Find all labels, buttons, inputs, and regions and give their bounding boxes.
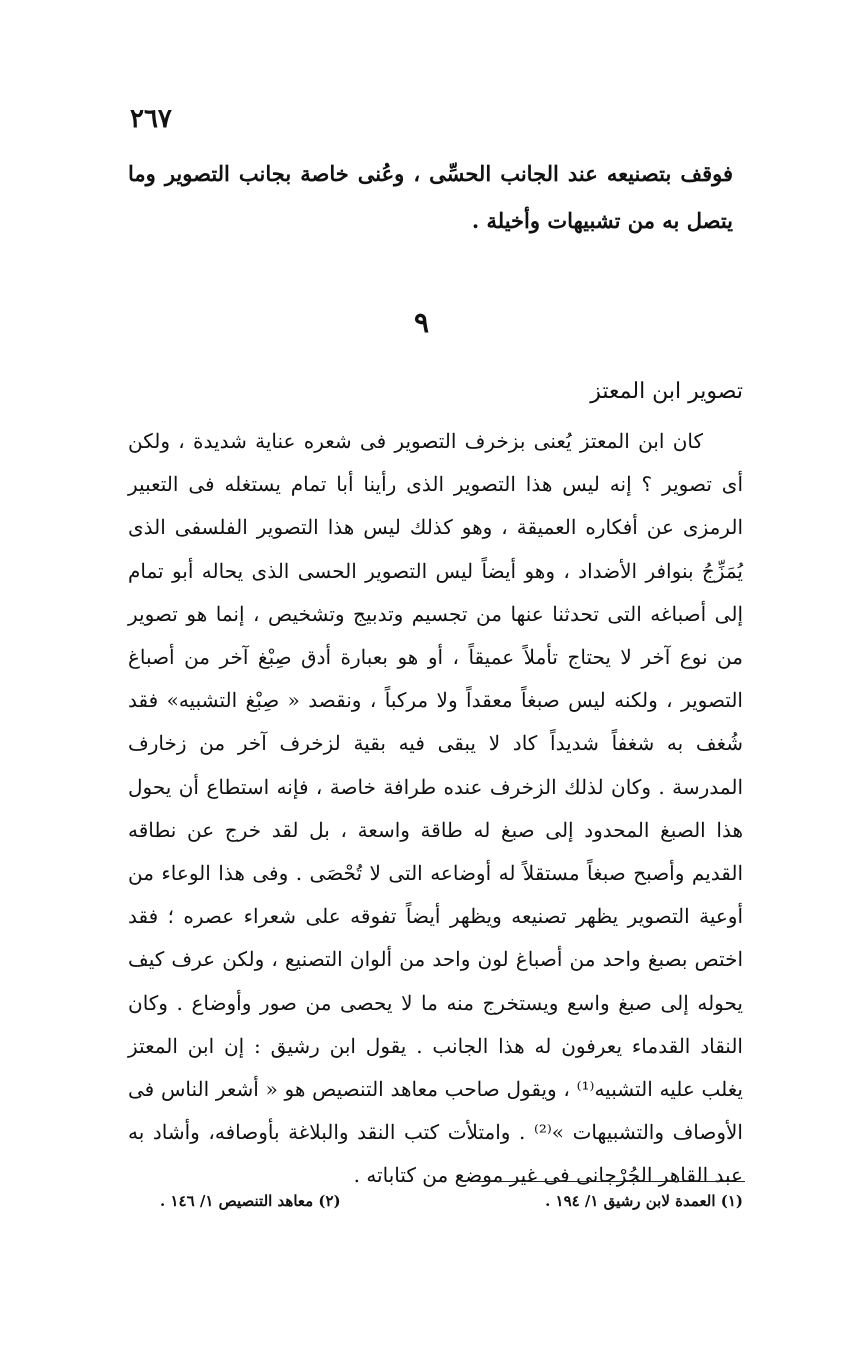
body-paragraph: كان ابن المعتز يُعنى بزخرف التصوير فى شعره عناية شديدة ، ولكن أى تصوير ؟ إنه ليس هذا التصوير الذى رأينا أبا تمام يستغله فى التعبير الرمزى عن أفكاره العميقة ، وهو كذلك ليس هذا التصوير الفلسفى الذى يُمَزِّجُ بنوافر الأضداد ، وهو أيضاً ليس التصوير الحسى الذى يحاله أبو تمام إلى أصباغه التى تحدثنا عنها من تجسيم وتدبيج وتشخيص ، إنما هو تصوير من نوع آخر لا يحتاج تأملاً عميقاً ، أو هو بعبارة أدق صِبْغ آخر من أصباغ التصوير ، ولكنه ليس صبغاً معقداً ولا مركباً ، ونقصد « صِبْغ التشبيه» فقد شُغف به شغفاً شديداً كاد لا يبقى فيه بقية لزخرف آخر من زخارف المدرسة . وكان لذلك الزخرف عنده طرافة خاصة ، فإنه استطاع أن يحول هذا الصبغ المحدود إلى صبغ له طاقة واسعة ، بل لقد خرج عن نطاقه القديم وأصبح صبغاً مستقلاً له أوضاعه التى لا تُحْصَى . وفى هذا الوعاء من أوعية التصوير يظهر تصنيعه ويظهر أيضاً تفوقه على شعراء عصره ؛ فقد اختص بصبغ واحد من أصباغ لون واحد من ألوان التصنيع ، ولكن عرف كيف يحوله إلى صبغ واسع ويستخرج منه ما لا يحصى من صور وأوضاع . وكان النقاد القدماء يعرفون له هذا الجانب . يقول ابن رشيق : إن ابن المعتز يغلب عليه التشبيه⁽¹⁾ ، ويقول صاحب معاهد التنصيص هو « أشعر الناس فى الأوصاف والتشبيهات »⁽²⁾ . وامتلأت كتب النقد والبلاغة بأوصافه، وأشاد به عبد القاهر الجُرْجانى فى غير موضع من كتاباته . — [128, 429, 743, 1188]
footnotes — [160, 1192, 743, 1210]
continuation-paragraph: فوقف بتصنيعه عند الجانب الحسِّى ، وعُنى خاصة بجانب التصوير وما يتصل به من تشبيهات وأخيلة . — [128, 161, 733, 233]
footnote-divider — [477, 1181, 745, 1182]
page-number: ٢٦٧ — [130, 104, 172, 134]
footnote-1: (١) العمدة لابن رشيق ١/ ١٩٤ . — [545, 1192, 743, 1210]
section-title: تصوير ابن المعتز — [590, 379, 743, 404]
section-number: ٩ — [413, 306, 430, 339]
footnote-2: (٢) معاهد التنصيص ١/ ١٤٦ . — [160, 1192, 341, 1210]
section-body — [128, 420, 743, 1198]
